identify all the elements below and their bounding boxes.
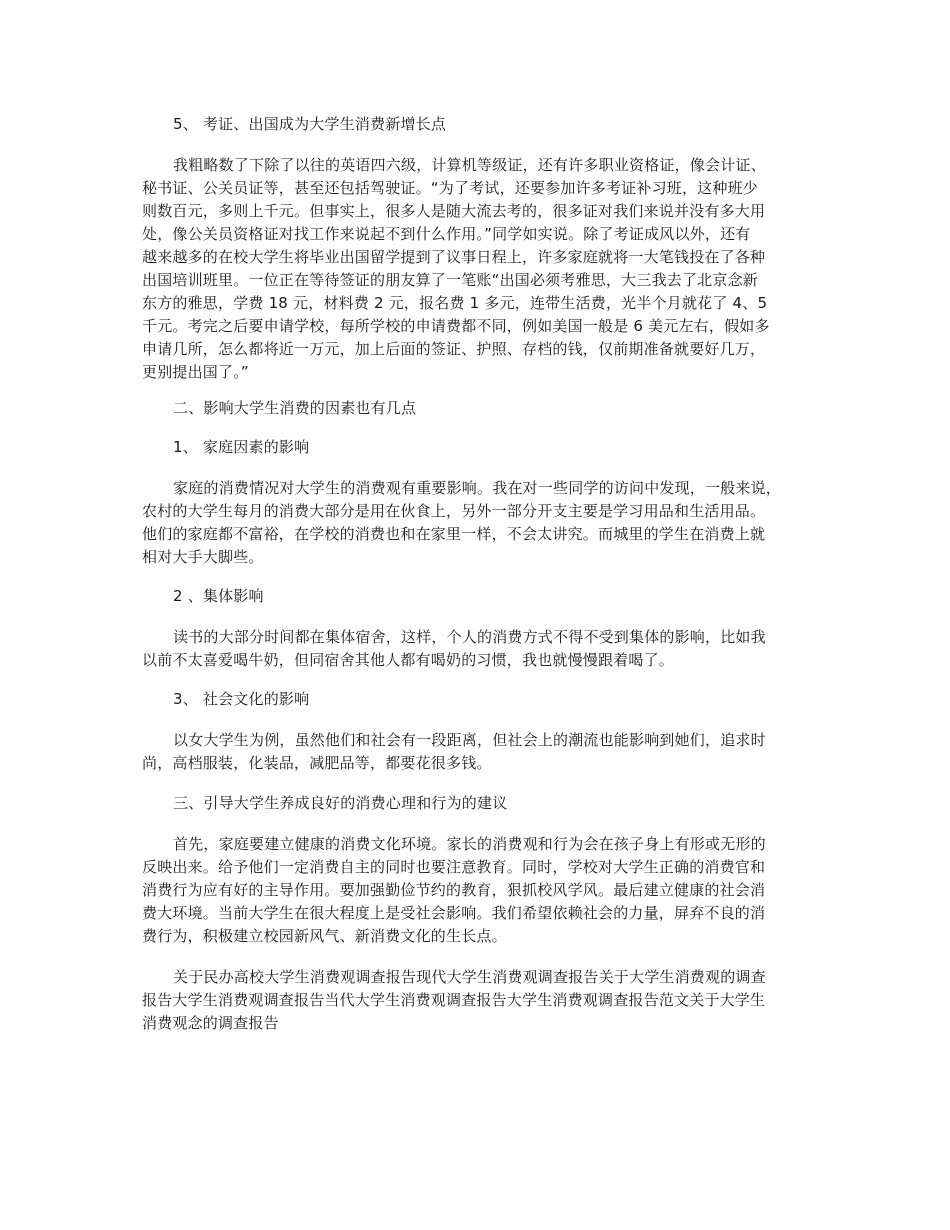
subsection-heading: 3、 社会文化的影响: [173, 690, 310, 708]
section-heading: 三、引导大学生养成良好的消费心理和行为的建议: [173, 794, 508, 812]
paragraph-line: 报告大学生消费观调查报告当代大学生消费观调查报告大学生消费观调查报告范文关于大学生: [142, 991, 766, 1009]
section-heading: 二、影响大学生消费的因素也有几点: [173, 399, 417, 417]
subsection-heading: 2 、集体影响: [173, 587, 264, 605]
paragraph-line: 则数百元，多则上千元。但事实上，很多人是随大流去考的，很多证对我们来说并没有多大用: [142, 202, 766, 220]
paragraph-line: 申请几所，怎么都将近一万元，加上后面的签证、护照、存档的钱，仅前期准备就要好几万，: [142, 340, 766, 358]
paragraph-line: 他们的家庭都不富裕，在学校的消费也和在家里一样，不会太讲究。而城里的学生在消费上就: [142, 525, 766, 543]
paragraph-line: 处，像公关员资格证对找工作来说起不到什么作用。”同学如实说。除了考证成风以外，还有: [142, 225, 751, 243]
paragraph-line: 消费观念的调查报告: [142, 1014, 279, 1032]
paragraph-line: 费行为，积极建立校园新风气、新消费文化的生长点。: [142, 927, 507, 945]
paragraph-line: 以前不太喜爱喝牛奶，但同宿舍其他人都有喝奶的习惯，我也就慢慢跟着喝了。: [142, 651, 675, 669]
paragraph-line: 首先，家庭要建立健康的消费文化环境。家长的消费观和行为会在孩子身上有形或无形的: [173, 835, 766, 853]
paragraph-line: 读书的大部分时间都在集体宿舍，这样，个人的消费方式不得不受到集体的影响，比如我: [173, 628, 766, 646]
paragraph-line: 农村的大学生每月的消费大部分是用在伙食上，另外一部分开支主要是学习用品和生活用品。: [142, 502, 766, 520]
paragraph-line: 千元。考完之后要申请学校，每所学校的申请费都不同，例如美国一般是 6 美元左右，假如多: [142, 317, 770, 335]
paragraph-line: 秘书证、公关员证等，甚至还包括驾驶证。“为了考试，还要参加许多考证补习班，这种班少: [142, 179, 758, 197]
paragraph-line: 费大环境。当前大学生在很大程度上是受社会影响。我们希望依赖社会的力量，屏弃不良的消: [142, 904, 766, 922]
paragraph-line: 东方的雅思，学费 18 元，材料费 2 元，报名费 1 多元，连带生活费，光半个月就花了 4、5: [142, 294, 768, 312]
subsection-heading: 1、 家庭因素的影响: [173, 438, 310, 456]
paragraph-line: 消费行为应有好的主导作用。要加强勤俭节约的教育，狠抓校风学风。最后建立健康的社会消: [142, 881, 766, 899]
paragraph-line: 出国培训班里。一位正在等待签证的朋友算了一笔账“出国必须考雅思，大三我去了北京念新: [142, 271, 758, 289]
paragraph-line: 相对大手大脚些。: [142, 548, 264, 566]
paragraph-line: 反映出来。给予他们一定消费自主的同时也要注意教育。同时，学校对大学生正确的消费官和: [142, 858, 766, 876]
paragraph-line: 家庭的消费情况对大学生的消费观有重要影响。我在对一些同学的访问中发现，一般来说，: [173, 479, 782, 497]
paragraph-line: 以女大学生为例，虽然他们和社会有一段距离，但社会上的潮流也能影响到她们，追求时: [173, 731, 766, 749]
paragraph-line: 我粗略数了下除了以往的英语四六级，计算机等级证，还有许多职业资格证，像会计证、: [173, 156, 766, 174]
paragraph-line: 越来越多的在校大学生将毕业出国留学提到了议事日程上，许多家庭就将一大笔钱投在了各种: [142, 248, 766, 266]
paragraph-line: 更别提出国了。”: [142, 363, 249, 381]
paragraph-line: 尚，高档服装，化装品，减肥品等，都要花很多钱。: [142, 754, 492, 772]
paragraph-line: 关于民办高校大学生消费观调查报告现代大学生消费观调查报告关于大学生消费观的调查: [173, 968, 766, 986]
section-heading: 5、 考证、出国成为大学生消费新增长点: [173, 115, 447, 133]
